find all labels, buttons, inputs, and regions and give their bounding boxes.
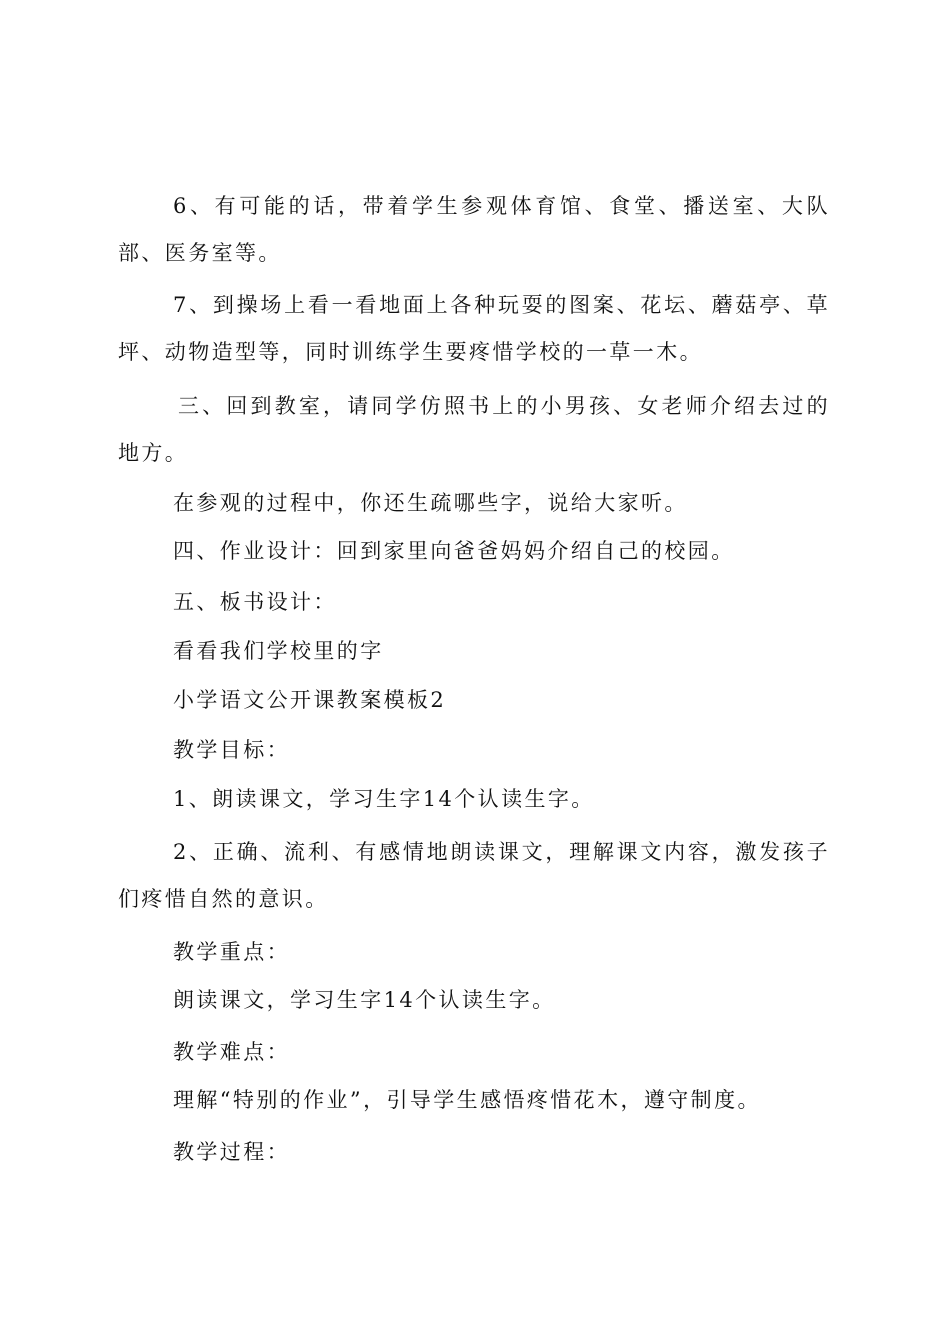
paragraph-unfamiliar-words: 在参观的过程中，你还生疏哪些字，说给大家听。 (173, 491, 688, 515)
paragraph-difficulties: 教学难点： (173, 1040, 290, 1064)
paragraph-key-points-text: 朗读课文，学习生字14个认读生字。 (173, 988, 556, 1012)
paragraph-back-to-classroom: 三、回到教室，请同学仿照书上的小男孩、女老师介绍去过的地方。 (118, 394, 830, 465)
paragraph-homework-design: 四、作业设计：回到家里向爸爸妈妈介绍自己的校园。 (173, 539, 735, 563)
paragraph-goal-2: 2、正确、流利、有感情地朗读课文，理解课文内容，激发孩子们疼惜自然的意识。 (118, 840, 830, 911)
paragraph-visit-facilities: 6、有可能的话，带着学生参观体育馆、食堂、播送室、大队部、医务室等。 (118, 194, 830, 265)
paragraph-key-points: 教学重点： (173, 940, 290, 964)
paragraph-playground: 7、到操场上看一看地面上各种玩耍的图案、花坛、蘑菇亭、草坪、动物造型等，同时训练学生要疼惜学校的一草一木。 (118, 293, 830, 364)
paragraph-difficulties-text: 理解“特别的作业”，引导学生感悟疼惜花木，遵守制度。 (173, 1088, 761, 1112)
paragraph-goal-1: 1、朗读课文，学习生字14个认读生字。 (173, 787, 595, 811)
paragraph-board-title: 看看我们学校里的字 (173, 639, 384, 663)
paragraph-board-design: 五、板书设计： (173, 590, 337, 614)
paragraph-teaching-goals: 教学目标： (173, 738, 290, 762)
paragraph-teaching-process: 教学过程： (173, 1140, 290, 1164)
paragraph-template-heading: 小学语文公开课教案模板2 (173, 688, 447, 712)
